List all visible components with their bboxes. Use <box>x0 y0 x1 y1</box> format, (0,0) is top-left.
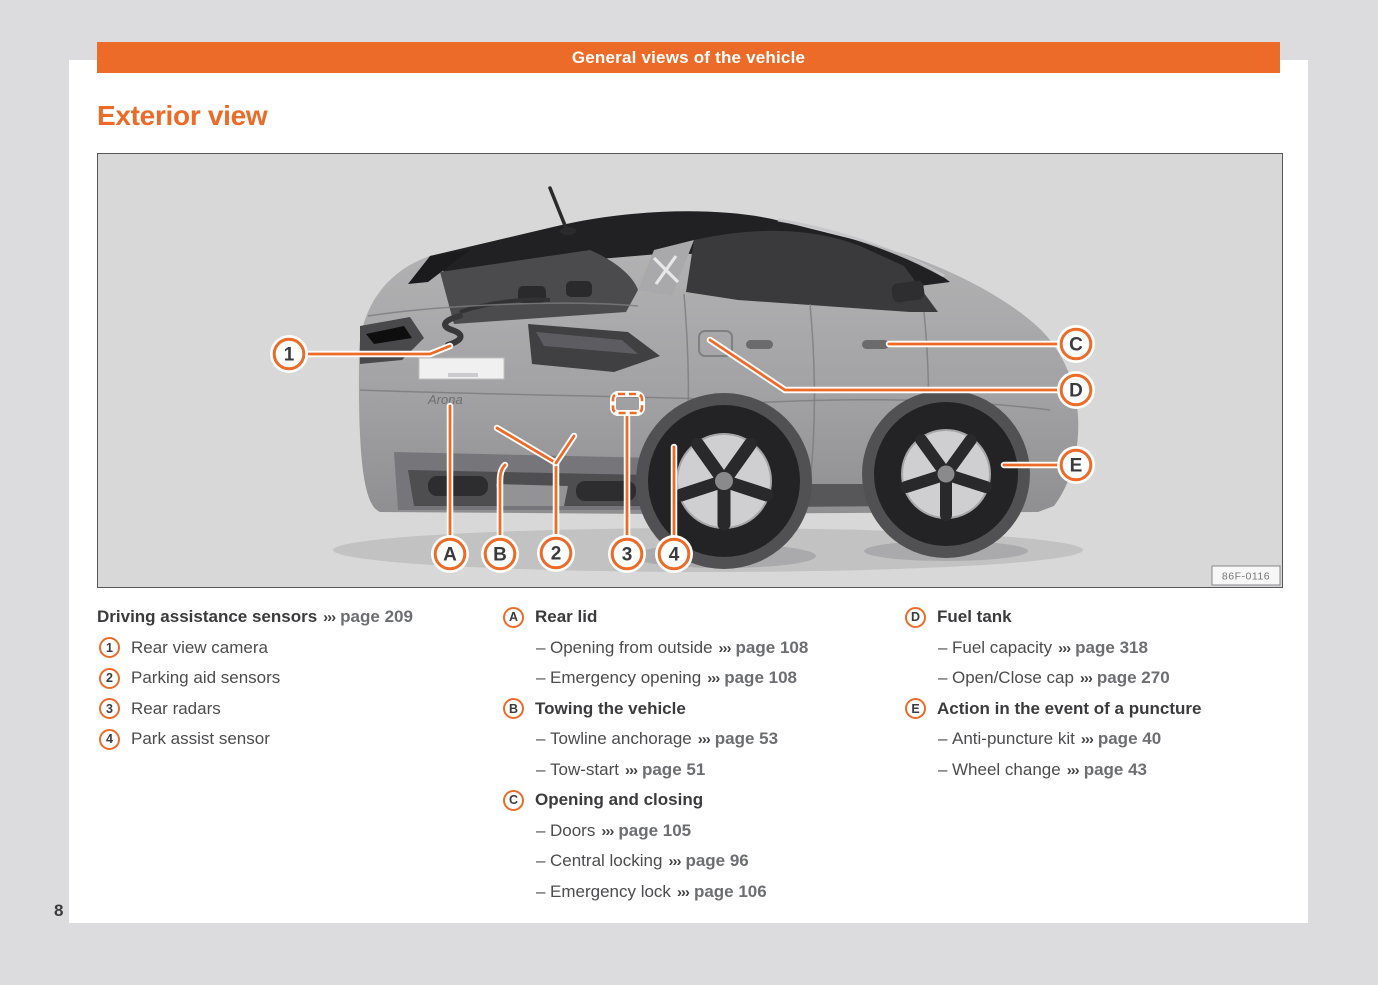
page-ref[interactable]: page 43 <box>1083 759 1147 779</box>
page-ref[interactable]: page 108 <box>735 637 809 657</box>
callout-marker-1 <box>270 335 308 373</box>
item-label: Rear view camera <box>131 637 268 657</box>
page-ref[interactable]: page 108 <box>724 668 797 688</box>
front-wheel <box>874 402 1018 546</box>
legend-subitem <box>503 816 898 847</box>
callout-marker-e <box>1057 446 1095 484</box>
page-ref[interactable]: page 96 <box>685 851 749 871</box>
legend-subitem <box>503 633 898 664</box>
item-label: Open/Close cap <box>952 668 1074 688</box>
svg-text:4: 4 <box>668 544 680 566</box>
vehicle-exterior-figure <box>97 153 1283 588</box>
legend-subitem <box>905 724 1315 755</box>
legend-section-head <box>905 694 1315 725</box>
callout-marker-a <box>431 535 469 573</box>
section-label: Action in the event of a puncture <box>937 698 1202 718</box>
svg-text:3: 3 <box>621 544 633 566</box>
dash: – <box>536 637 546 657</box>
dash: – <box>536 820 546 840</box>
section-label: Towing the vehicle <box>535 698 686 718</box>
item-label: Emergency lock <box>550 881 671 901</box>
ref-arrow-icon: ››› <box>1079 670 1092 688</box>
page-ref[interactable]: page 209 <box>340 607 413 627</box>
legend-subitem <box>503 663 898 694</box>
page-ref[interactable]: page 40 <box>1097 729 1162 749</box>
svg-text:A: A <box>443 544 457 566</box>
dash: – <box>938 759 948 779</box>
legend-column-right <box>905 602 1315 785</box>
door-handle-front <box>862 340 889 349</box>
callout-badge: 3 <box>99 698 120 719</box>
dash: – <box>536 729 546 749</box>
dash: – <box>536 851 546 871</box>
ref-arrow-icon: ››› <box>323 609 336 627</box>
figure-code-label <box>1212 566 1280 585</box>
antenna <box>550 188 566 228</box>
ref-arrow-icon: ››› <box>668 853 681 871</box>
item-label: Tow-start <box>550 759 619 779</box>
license-plate-sticker <box>448 373 478 377</box>
ref-arrow-icon: ››› <box>697 731 710 749</box>
ref-arrow-icon: ››› <box>1066 761 1079 779</box>
ref-arrow-icon: ››› <box>707 670 720 688</box>
svg-text:E: E <box>1069 455 1083 477</box>
legend-column-middle <box>503 602 898 907</box>
callout-marker-4 <box>655 535 693 573</box>
dash: – <box>938 668 948 688</box>
vehicle-illustration <box>98 154 1282 587</box>
item-label: Opening from outside <box>550 637 713 657</box>
chapter-title: General views of the vehicle <box>571 47 806 67</box>
arona-badge: Arona <box>428 392 463 407</box>
dash: – <box>536 759 546 779</box>
legend-subitem <box>905 633 1315 664</box>
legend-subitem <box>905 755 1315 786</box>
svg-text:1: 1 <box>283 344 295 366</box>
item-label: Wheel change <box>952 759 1061 779</box>
car-drawing <box>359 188 1078 569</box>
page-ref[interactable]: page 53 <box>714 729 779 749</box>
item-label: Anti-puncture kit <box>952 729 1075 749</box>
legend-section-head <box>503 602 898 633</box>
legend-subitem <box>503 724 898 755</box>
callout-marker-d <box>1057 371 1095 409</box>
legend-subitem <box>503 846 898 877</box>
dash: – <box>536 881 546 901</box>
legend-item <box>97 724 492 755</box>
item-label: Parking aid sensors <box>131 668 281 688</box>
chapter-header-bar <box>97 42 1280 73</box>
ref-arrow-icon: ››› <box>1058 639 1071 657</box>
dash: – <box>938 729 948 749</box>
callout-badge: C <box>503 790 524 811</box>
callout-badge: 2 <box>99 668 120 689</box>
callout-marker-3 <box>608 535 646 573</box>
item-label: Towline anchorage <box>550 729 692 749</box>
door-handle-rear <box>746 340 773 349</box>
section-label: Rear lid <box>535 607 598 627</box>
section-label: Fuel tank <box>937 607 1012 627</box>
callout-marker-2 <box>537 534 575 572</box>
ref-arrow-icon: ››› <box>676 883 689 901</box>
page-ref[interactable]: page 106 <box>693 881 767 901</box>
ref-arrow-icon: ››› <box>624 761 637 779</box>
item-label: Park assist sensor <box>131 729 270 749</box>
page-number: 8 <box>54 901 64 920</box>
callout-badge: D <box>905 607 926 628</box>
legend-item <box>97 694 492 725</box>
svg-text:C: C <box>1069 334 1083 356</box>
headrest-right <box>566 281 592 297</box>
ref-arrow-icon: ››› <box>601 822 614 840</box>
legend-subitem <box>503 755 898 786</box>
callout-badge: E <box>905 698 926 719</box>
legend-subitem <box>503 877 898 908</box>
callout-badge: B <box>503 698 524 719</box>
legend-heading-sensors <box>97 602 492 633</box>
svg-text:B: B <box>493 544 507 566</box>
item-label: Central locking <box>550 851 663 871</box>
callout-badge: A <box>503 607 524 628</box>
dash: – <box>536 668 546 688</box>
heading-label: Driving assistance sensors <box>97 607 318 627</box>
page-ref[interactable]: page 51 <box>641 759 706 779</box>
section-title: Exterior view <box>97 100 268 131</box>
callout-badge: 4 <box>99 729 120 750</box>
legend-section-head <box>503 694 898 725</box>
item-label: Fuel capacity <box>952 637 1053 657</box>
legend-column-sensors <box>97 602 492 755</box>
page-ref[interactable]: page 105 <box>618 820 692 840</box>
legend-item <box>97 633 492 664</box>
ref-arrow-icon: ››› <box>1080 731 1093 749</box>
legend-section-head <box>905 602 1315 633</box>
legend-item <box>97 663 492 694</box>
legend-section-head <box>503 785 898 816</box>
dash: – <box>938 637 948 657</box>
legend-subitem <box>905 663 1315 694</box>
svg-text:86F-0116: 86F-0116 <box>1221 570 1271 583</box>
callout-badge: 1 <box>99 637 120 658</box>
svg-text:2: 2 <box>550 543 562 565</box>
item-label: Emergency opening <box>550 668 702 688</box>
section-label: Opening and closing <box>535 790 704 810</box>
page-ref[interactable]: page 270 <box>1096 668 1170 688</box>
item-label: Rear radars <box>131 698 221 718</box>
ref-arrow-icon: ››› <box>718 639 731 657</box>
svg-text:D: D <box>1069 380 1083 402</box>
item-label: Doors <box>550 820 596 840</box>
page-ref[interactable]: page 318 <box>1075 637 1148 657</box>
antenna-base <box>560 227 576 235</box>
exhaust-left <box>428 476 488 496</box>
callout-marker-c <box>1057 325 1095 363</box>
callout-marker-b <box>481 535 519 573</box>
